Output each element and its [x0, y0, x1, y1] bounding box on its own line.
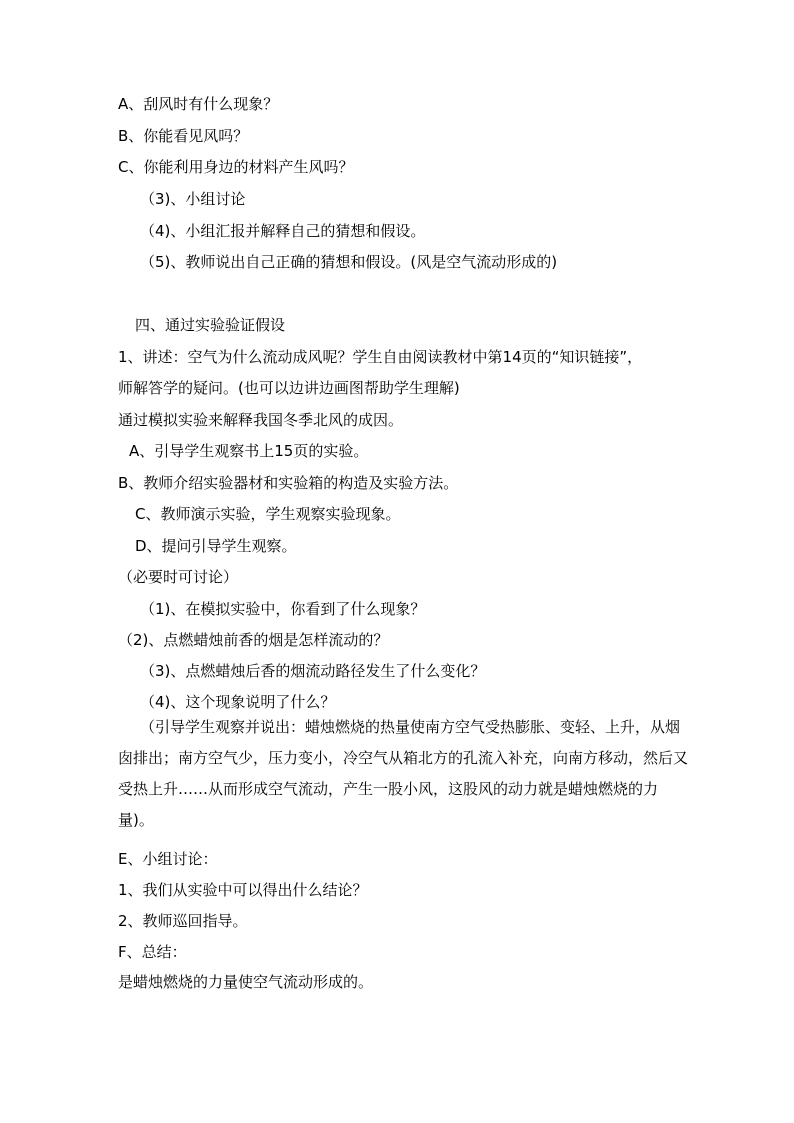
step-3-group-discussion: （3)、小组讨论 [140, 190, 246, 208]
question-c: C、你能利用身边的材料产生风吗？ [118, 158, 354, 176]
simulation-intro: 通过模拟实验来解释我国冬季北风的成因。 [118, 411, 404, 429]
question-b: B、你能看见风吗？ [118, 127, 249, 145]
question-4: （4)、这个现象说明了什么？ [140, 693, 336, 711]
item-1-explain: 1、讲述：空气为什么流动成风呢？学生自由阅读教材中第14页的“知识链接”， [118, 348, 643, 366]
guided-observation-paragraph: （引导学生观察并说出：蜡烛燃烧的热量使南方空气受热膨胀、变轻、上升，从烟囱排出；南方空气少，压力变小，冷空气从箱北方的孔流入补充，向南方移动，然后又受热上升……从而形成空气流动，产生一股小风，这股风的动力就是蜡烛燃烧的力量)。 [118, 718, 689, 829]
question-3: （3)、点燃蜡烛后香的烟流动路径发生了什么变化？ [140, 662, 486, 680]
step-4-group-report: （4)、小组汇报并解释自己的猜想和假设。 [140, 222, 426, 240]
step-c-demonstrate: C、教师演示实验，学生观察实验现象。 [135, 505, 401, 523]
step-5-teacher-conclusion: （5)、教师说出自己正确的猜想和假设。(风是空气流动形成的) [140, 253, 558, 271]
step-f-summary: F、总结： [118, 943, 187, 961]
question-a: A、刮风时有什么现象？ [118, 95, 279, 113]
question-1: （1)、在模拟实验中，你看到了什么现象？ [140, 600, 426, 618]
discussion-item-2: 2、教师巡回指导。 [118, 912, 248, 930]
discuss-if-needed: （必要时可讨论） [118, 568, 239, 586]
summary-conclusion: 是蜡烛燃烧的力量使空气流动形成的。 [118, 973, 374, 991]
step-a-observe: A、引导学生观察书上15页的实验。 [129, 442, 369, 460]
question-2: （2)、点燃蜡烛前香的烟是怎样流动的？ [118, 631, 389, 649]
step-e-group-discussion: E、小组讨论： [118, 850, 218, 868]
item-1-explain-cont: 师解答学的疑问。(也可以边讲边画图帮助学生理解) [118, 379, 460, 397]
step-d-question: D、提问引导学生观察。 [135, 537, 297, 555]
section-heading-four: 四、通过实验验证假设 [135, 316, 286, 334]
step-b-introduce: B、教师介绍实验器材和实验箱的构造及实验方法。 [118, 474, 459, 492]
discussion-item-1: 1、我们从实验中可以得出什么结论？ [118, 881, 368, 899]
